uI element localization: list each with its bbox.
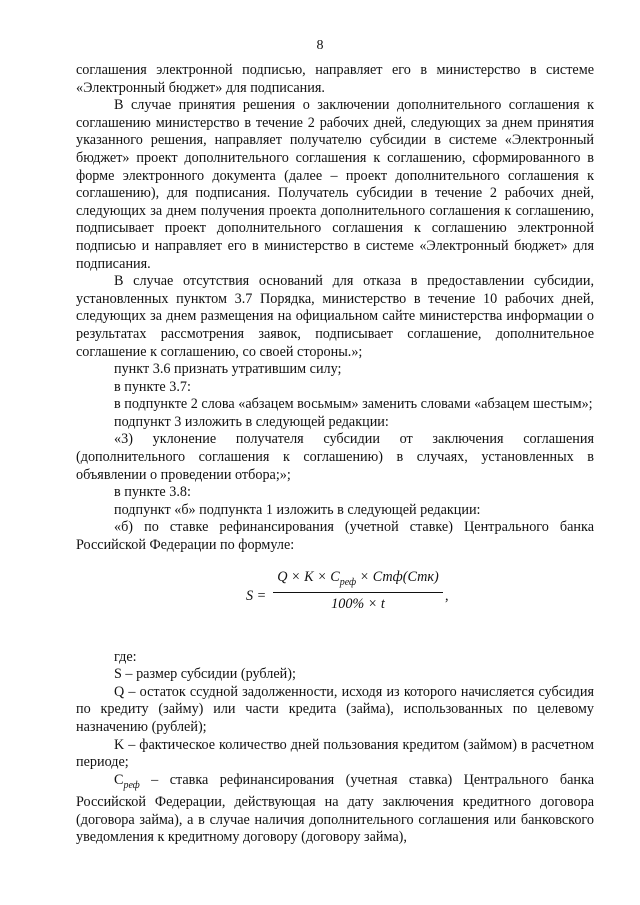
c-ref-subscript: реф — [123, 779, 140, 791]
paragraph: В случае принятия решения о заключении дополнительного соглашения к соглашению министерство в течение 2 рабочих дней, следующих за днем принятия указанного решения, направляет получателю субсидии в системе «Электронный бюджет» проект дополнительного соглашения к соглашению, сформированного в форме электронного документа (далее – проект дополнительного соглашения к соглашению), для подписания. Получатель субсидии в течение 2 рабочих дней, следующих за днем получения проекта дополнительного соглашения к соглашению, подписывает проект дополнительного соглашения к соглашению электронной подписью и направляет его в министерство в системе «Электронный бюджет» для подписания. — [76, 97, 594, 272]
paragraph: В случае отсутствия оснований для отказа в предоставлении субсидии, установленных пунктом 3.7 Порядка, министерство в течение 10 рабочих дней, следующих за днем размещения на официальном сайте министерства информации о результатах рассмотрения заявок, подписывает соглашение, дополнительное соглашение к соглашению, со своей стороны.»; — [76, 273, 594, 360]
page-number: 8 — [316, 38, 324, 53]
formula-denominator: 100% × t — [331, 596, 385, 613]
definition-item: S – размер субсидии (рублей); — [114, 666, 296, 683]
c-ref-text: – ставка рефинансирования (учетная ставка) Центрального банка Российской Федерации, действующая на дату заключения кредитного договора (договора займа), а в случае наличия дополнительного соглашения или банковского уведомления к кредитному договору (договору займа), — [76, 771, 594, 846]
paragraph: пункт 3.6 признать утратившим силу; — [114, 361, 342, 378]
formula-numerator-subscript: реф — [339, 576, 357, 588]
paragraph: соглашения электронной подписью, направляет его в министерство в системе «Электронный бюджет» для подписания. — [76, 62, 594, 96]
document-body — [76, 62, 594, 847]
paragraph: «б) по ставке рефинансирования (учетной ставке) Центрального банка Российской Федерации по формуле: — [76, 519, 594, 554]
definitions-group — [76, 649, 594, 772]
formula-lhs: S = — [246, 587, 267, 604]
formula-trailing-comma: , — [445, 587, 449, 604]
paragraph: в пункте 3.7: — [114, 378, 191, 395]
formula-numerator-part-b: × Стф(Стк) — [356, 568, 439, 585]
formula-numerator — [273, 569, 443, 593]
paragraph-group — [76, 62, 594, 555]
formula-fraction — [273, 569, 443, 614]
paragraph: подпункт «б» подпункта 1 изложить в следующей редакции: — [114, 501, 481, 518]
paragraph: в подпункте 2 слова «абзацем восьмым» заменить словами «абзацем шестым»; — [114, 396, 593, 413]
definition-item: где: — [114, 648, 137, 665]
paragraph: подпункт 3 изложить в следующей редакции: — [114, 413, 389, 430]
definition-c-ref — [76, 772, 594, 847]
definition-item: Q – остаток ссудной задолженности, исходя из которого начисляется субсидия по кредиту (займу) или части кредита (займа), использованных по целевому назначению (рублей); — [76, 683, 594, 735]
definition-item: K – фактическое количество дней пользования кредитом (займом) в расчетном периоде; — [76, 736, 594, 771]
paragraph: в пункте 3.8: — [114, 484, 191, 501]
subsidy-formula — [76, 567, 594, 627]
paragraph: «3) уклонение получателя субсидии от заключения соглашения (дополнительного соглашения к соглашению) в случаях, установленных в объявлении о проведении отбора;»; — [76, 431, 594, 483]
formula-numerator-part-a: Q × K × C — [277, 568, 340, 585]
c-ref-symbol: C — [114, 771, 124, 788]
